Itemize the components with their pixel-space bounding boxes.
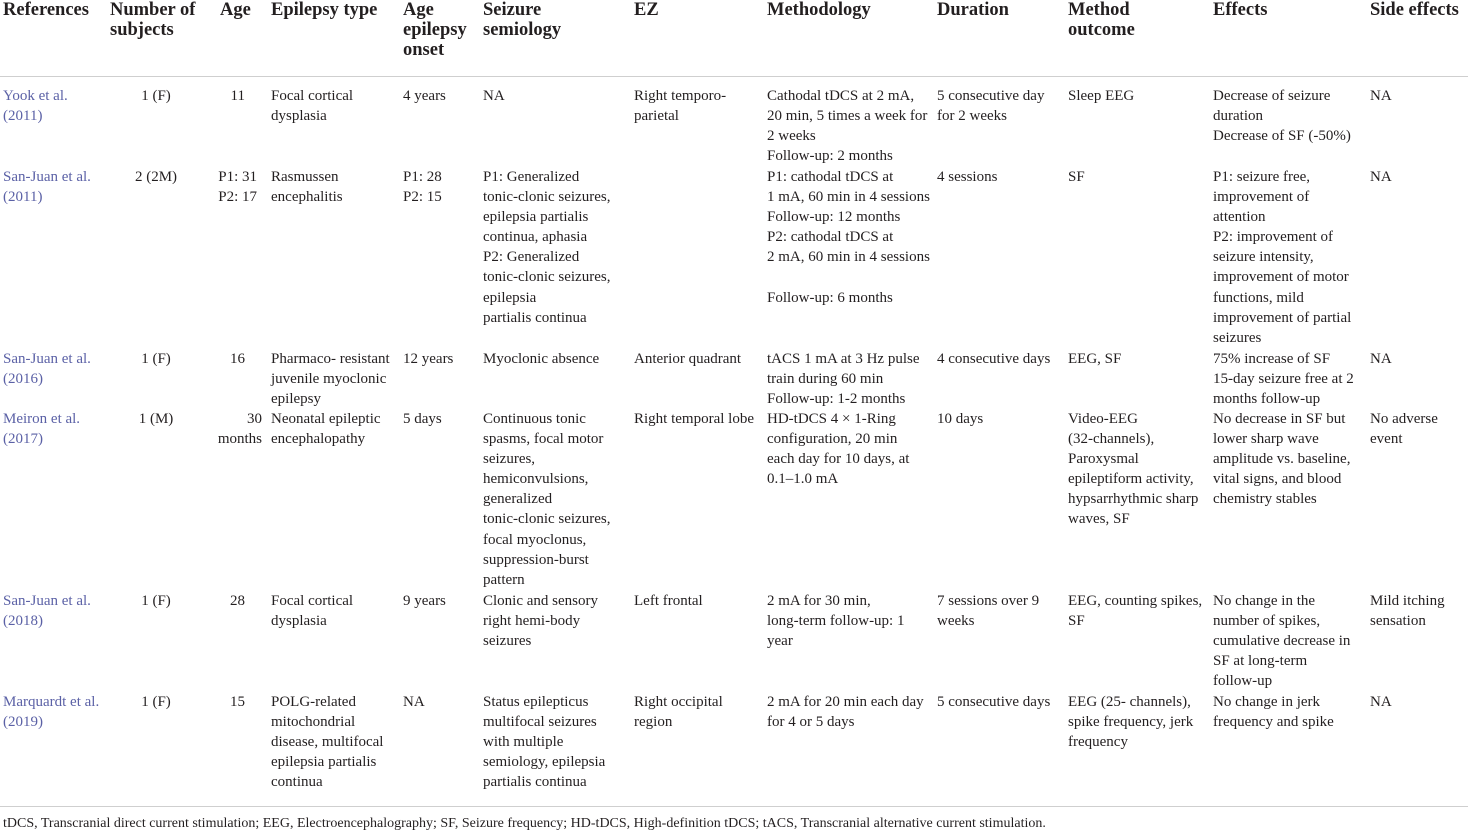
header-age: Age [220,0,251,20]
header-seizure-semiology: Seizure semiology [483,0,562,40]
cell-subjects: 1 (F) [141,694,171,710]
cell-methodology: Cathodal tDCS at 2 mA, 20 min, 5 times a week for 2 weeks Follow-up: 2 months [767,88,928,165]
cell-epilepsy-type: Pharmaco- resistant juvenile myoclonic epilepsy [271,351,390,408]
cell-outcome: SF [1068,169,1085,185]
cell-outcome: Sleep EEG [1068,88,1135,104]
cell-epilepsy-type: POLG-related mitochondrial disease, multifocal epilepsia partialis continua [271,694,384,791]
cell-side-effects: No adverse event [1370,411,1438,448]
cell-semiology: Continuous tonic spasms, focal motor seizures, hemiconvulsions, generalized tonic-clonic seizures, focal myoclonus, suppression-burst pattern [483,411,611,588]
header-ez: EZ [634,0,659,20]
cell-methodology: tACS 1 mA at 3 Hz pulse train during 60 min Follow-up: 1-2 months [767,351,920,408]
cell-subjects: 2 (2M) [134,169,178,185]
cell-ez: Left frontal [634,593,703,609]
cell-onset: P1: 28 P2: 15 [403,169,442,206]
reference-link[interactable]: Yook et al. (2011) [3,88,68,125]
cell-side-effects: NA [1370,88,1392,104]
cell-age: 11 [230,88,245,104]
cell-duration: 4 sessions [937,169,998,185]
cell-semiology: NA [483,88,505,104]
cell-side-effects: NA [1370,351,1392,367]
cell-age: 15 [230,694,245,710]
cell-duration: 7 sessions over 9 weeks [937,593,1040,630]
header-method-outcome: Method outcome [1068,0,1135,40]
cell-ez: Anterior quadrant [634,351,742,367]
cell-subjects: 1 (M) [138,411,174,427]
reference-link[interactable]: San-Juan et al. (2011) [3,169,91,206]
cell-effects: No change in the number of spikes, cumulative decrease in SF at long-term follow-up [1213,593,1351,690]
cell-subjects: 1 (F) [141,351,171,367]
cell-ez: Right temporal lobe [634,411,754,427]
header-duration: Duration [937,0,1009,20]
cell-methodology: 2 mA for 20 min each day for 4 or 5 days [767,694,924,731]
cell-outcome: EEG, SF [1068,351,1122,367]
header-age-epilepsy-onset: Age epilepsy onset [403,0,467,60]
cell-epilepsy-type: Neonatal epileptic encephalopathy [271,411,381,448]
cell-age: P1: 31 P2: 17 [218,169,257,206]
cell-side-effects: Mild itching sensation [1370,593,1445,630]
cell-methodology: HD-tDCS 4 × 1-Ring configuration, 20 min each day for 10 days, at 0.1–1.0 mA [767,411,910,488]
cell-age: 30 months [217,411,262,448]
cell-methodology: P1: cathodal tDCS at 1 mA, 60 min in 4 sessions Follow-up: 12 months P2: cathodal tDCS at 2 mA, 60 min in 4 sessions Follow-up: 6 months [767,169,930,306]
cell-onset: NA [403,694,425,710]
table-bottom-divider [0,806,1468,807]
header-effects: Effects [1213,0,1268,20]
cell-duration: 5 consecutive days [937,694,1051,710]
cell-epilepsy-type: Focal cortical dysplasia [271,88,354,125]
header-methodology: Methodology [767,0,871,20]
cell-effects: 75% increase of SF 15-day seizure free at 2 months follow-up [1213,351,1354,408]
cell-epilepsy-type: Rasmussen encephalitis [271,169,343,206]
header-epilepsy-type: Epilepsy type [271,0,378,20]
cell-ez: Right temporo- parietal [634,88,727,125]
cell-subjects: 1 (F) [141,88,171,104]
cell-semiology: Clonic and sensory right hemi-body seizures [483,593,598,650]
cell-effects: Decrease of seizure duration Decrease of SF (-50%) [1213,88,1351,145]
cell-subjects: 1 (F) [141,593,171,609]
cell-methodology: 2 mA for 30 min, long-term follow-up: 1 year [767,593,905,650]
cell-outcome: EEG, counting spikes, SF [1068,593,1203,630]
cell-onset: 4 years [403,88,446,104]
cell-epilepsy-type: Focal cortical dysplasia [271,593,354,630]
cell-outcome: EEG (25- channels), spike frequency, jerk frequency [1068,694,1194,751]
cell-semiology: Myoclonic absence [483,351,600,367]
cell-duration: 5 consecutive day for 2 weeks [937,88,1045,125]
cell-outcome: Video-EEG (32-channels), Paroxysmal epileptiform activity, hypsarrhythmic sharp waves, SF [1068,411,1199,528]
reference-link[interactable]: San-Juan et al. (2018) [3,593,91,630]
cell-onset: 12 years [403,351,454,367]
cell-side-effects: NA [1370,694,1392,710]
cell-effects: No change in jerk frequency and spike [1213,694,1334,731]
cell-onset: 5 days [403,411,442,427]
cell-effects: P1: seizure free, improvement of attention P2: improvement of seizure intensity, improvement of motor functions, mild improvement of partial seizures [1213,169,1352,346]
cell-age: 16 [230,351,245,367]
header-number-of-subjects: Number of subjects [110,0,196,40]
cell-effects: No decrease in SF but lower sharp wave amplitude vs. baseline, vital signs, and blood chemistry stables [1213,411,1351,508]
header-references: References [3,0,89,20]
cell-duration: 4 consecutive days [937,351,1051,367]
cell-side-effects: NA [1370,169,1392,185]
cell-onset: 9 years [403,593,446,609]
table-footnote: tDCS, Transcranial direct current stimulation; EEG, Electroencephalography; SF, Seizure frequency; HD-tDCS, High-definition tDCS; tACS, Transcranial alternative current stimulation. [3,816,1046,831]
reference-link[interactable]: Meiron et al. (2017) [3,411,81,448]
reference-link[interactable]: San-Juan et al. (2016) [3,351,91,388]
cell-ez: Right occipital region [634,694,723,731]
reference-link[interactable]: Marquardt et al. (2019) [3,694,100,731]
cell-duration: 10 days [937,411,984,427]
header-side-effects: Side effects [1370,0,1459,20]
header-divider [0,76,1468,77]
cell-semiology: P1: Generalized tonic-clonic seizures, epilepsia partialis continua, aphasia P2: Generalized tonic-clonic seizures, epilepsia partialis continua [483,169,611,326]
cell-semiology: Status epilepticus multifocal seizures with multiple semiology, epilepsia partialis continua [483,694,606,791]
cell-age: 28 [230,593,245,609]
